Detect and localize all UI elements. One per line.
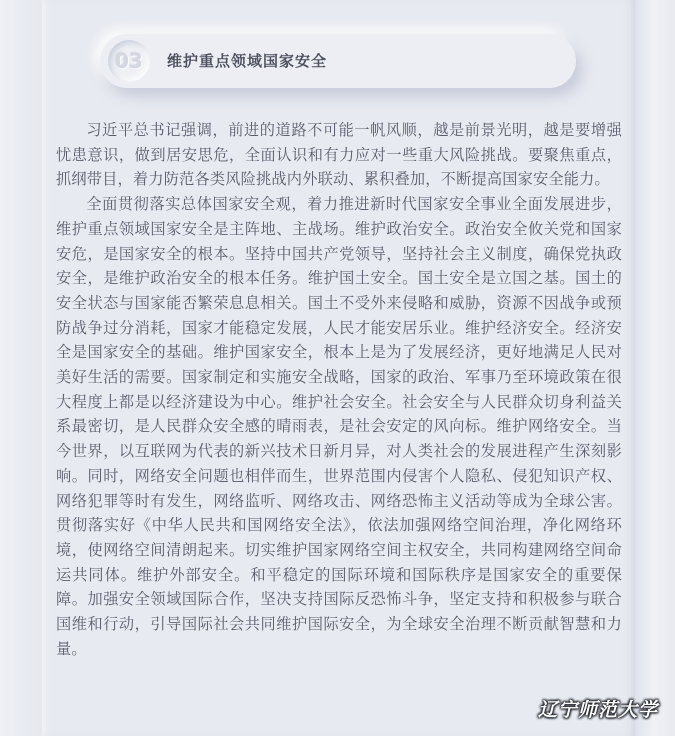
- paragraph-1: 习近平总书记强调，前进的道路不可能一帆风顺，越是前景光明，越是要增强忧患意识，做到居安思危，全面认识和有力应对一些重大风险挑战。要聚焦重点，抓纲带目，着力防范各类风险挑战内外联动、累积叠加，不断提高国家安全能力。: [56, 121, 622, 189]
- left-margin: [0, 0, 42, 736]
- section-title: 维护重点领域国家安全: [167, 52, 328, 70]
- section-number: 03: [115, 49, 143, 73]
- section-header: [100, 34, 576, 88]
- right-margin: [635, 0, 675, 736]
- watermark-logo: 辽宁师范大学: [537, 699, 658, 721]
- article-body: [56, 118, 622, 661]
- section-number-badge: [108, 40, 150, 82]
- paragraph-2: 全面贯彻落实总体国家安全观，着力推进新时代国家安全事业全面发展进步，维护重点领域国家安全是主阵地、主战场。维护政治安全。政治安全攸关党和国家安危，是国家安全的根本。坚持中国共产党领导，坚持社会主义制度，确保党执政安全，是维护政治安全的根本任务。维护国土安全。国土安全是立国之基。国土的安全状态与国家能否繁荣息息相关。国土不受外来侵略和威胁，资源不因战争或预防战争过分消耗，国家才能稳定发展，人民才能安居乐业。维护经济安全。经济安全是国家安全的基础。维护国家安全，根本上是为了发展经济，更好地满足人民对美好生活的需要。国家制定和实施安全战略，国家的政治、军事乃至环境政策在很大程度上都是以经济建设为中心。维护社会安全。社会安全与人民群众切身利益关系最密切，是人民群众安全感的晴雨表，是社会安定的风向标。维护网络安全。当今世界，以互联网为代表的新兴技术日新月异，对人类社会的发展进程产生深刻影响。同时，网络安全问题也相伴而生，世界范围内侵害个人隐私、侵犯知识产权、网络犯罪等时有发生，网络监听、网络攻击、网络恐怖主义活动等成为全球公害。贯彻落实好《中华人民共和国网络安全法》，依法加强网络空间治理，净化网络环境，使网络空间清朗起来。切实维护国家网络空间主权安全，共同构建网络空间命运共同体。维护外部安全。和平稳定的国际环境和国际秩序是国家安全的重要保障。加强安全领域国际合作，坚决支持国际反恐怖斗争，坚定支持和积极参与联合国维和行动，引导国际社会共同维护国际安全，为全球安全治理不断贡献智慧和力量。: [56, 195, 622, 658]
